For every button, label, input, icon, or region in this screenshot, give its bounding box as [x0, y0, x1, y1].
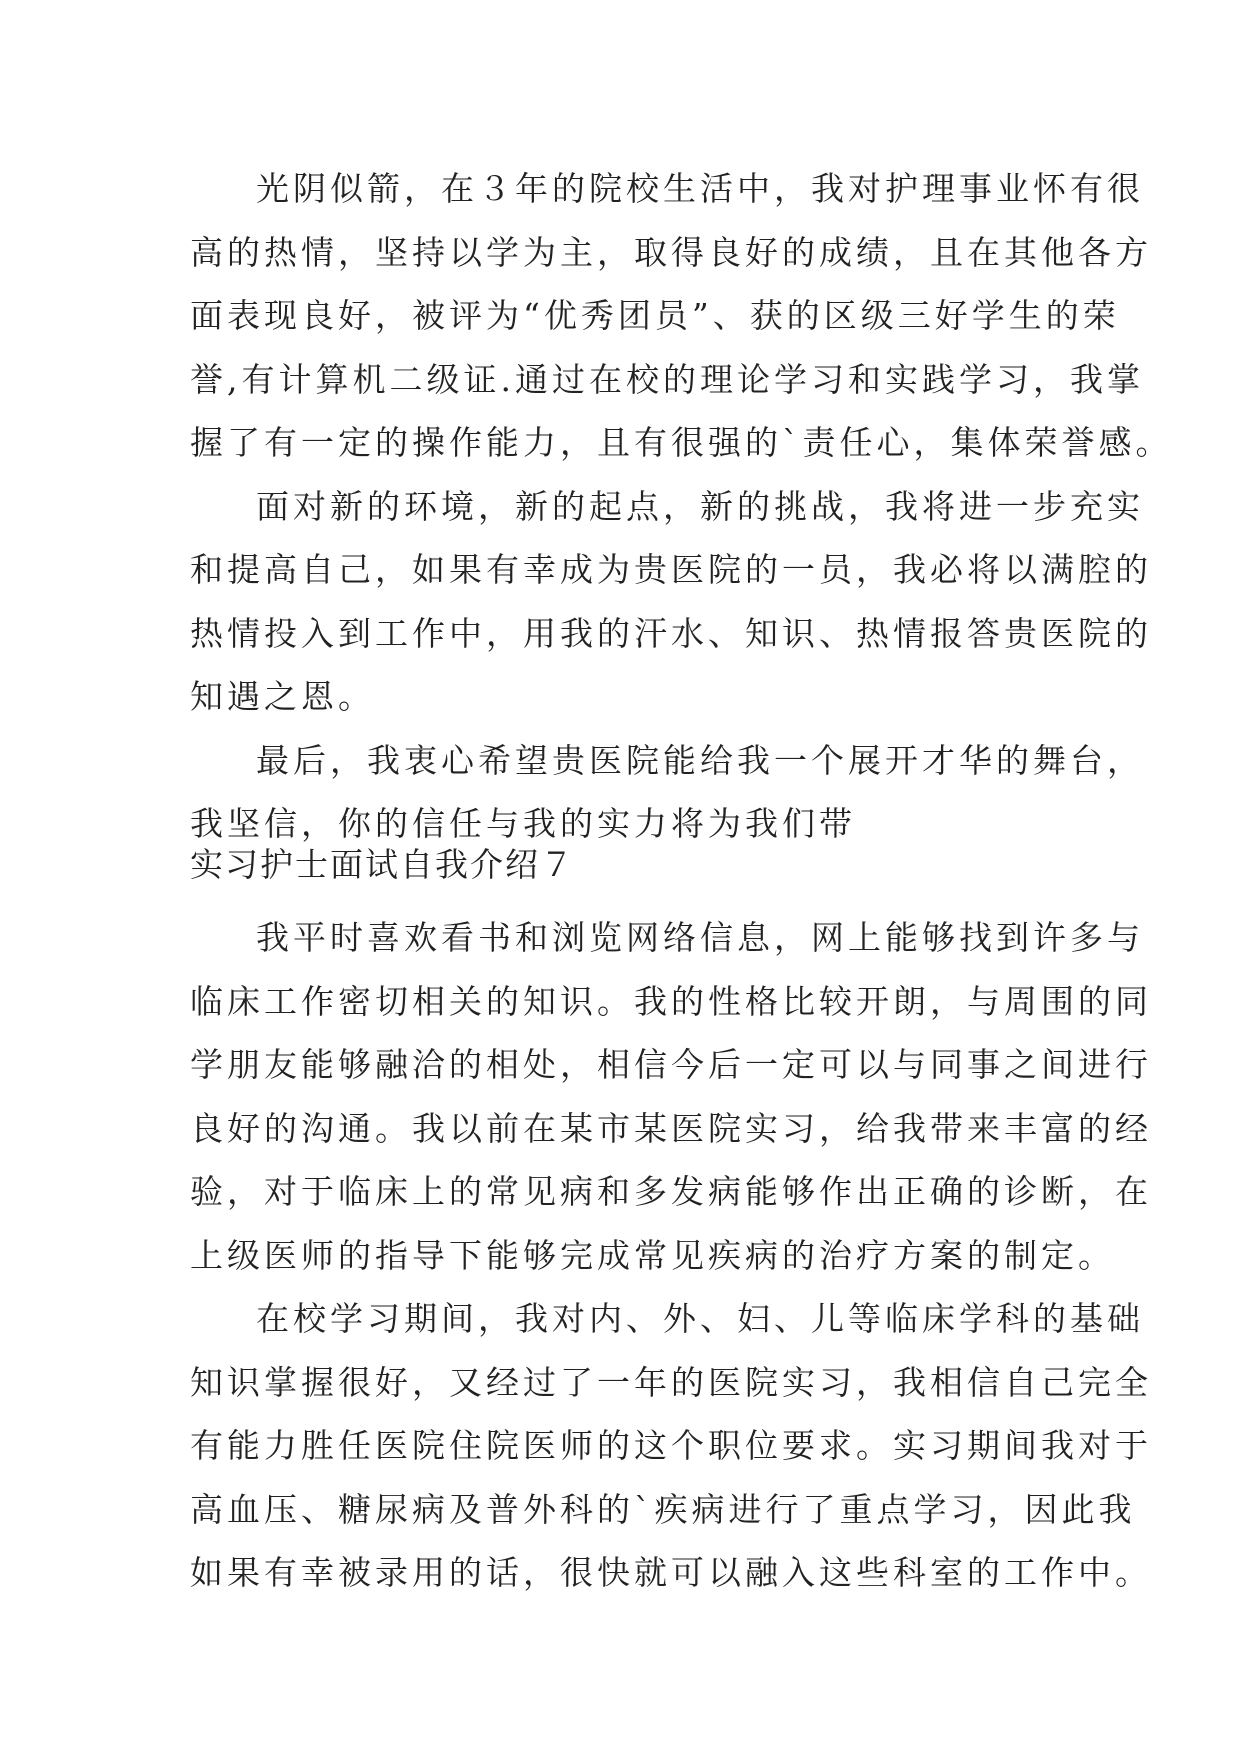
text-line: 临床工作密切相关的知识。我的性格比较开朗，与周围的同: [190, 981, 1152, 1021]
text-line: 面表现良好，被评为“优秀团员”、获的区级三好学生的荣: [190, 296, 1120, 335]
paragraph: [190, 157, 1173, 475]
text-line: 热情投入到工作中，用我的汗水、知识、热情报答贵医院的: [190, 613, 1152, 653]
text-line: 握了有一定的操作能力，且有很强的`责任心，集体荣誉感。: [190, 423, 1173, 462]
section-2-body: [190, 906, 1152, 1605]
text-line: 面对新的环境，新的起点，新的挑战，我将进一步充实: [256, 486, 1144, 526]
text-line: 有能力胜任医院住院医师的这个职位要求。实习期间我对于: [190, 1426, 1152, 1465]
text-line: 高血压、糖尿病及普外科的`疾病进行了重点学习，因此我: [190, 1489, 1136, 1529]
text-line: 和提高自己，如果有幸成为贵医院的一员，我必将以满腔的: [190, 550, 1152, 589]
text-line: 我平时喜欢看书和浏览网络信息，网上能够找到许多与: [256, 918, 1144, 957]
section-1-body: [190, 157, 1173, 856]
text-line: 光阴似箭，在３年的院校生活中，我对护理事业怀有很: [256, 169, 1144, 208]
text-line: 如果有幸被录用的话，很快就可以融入这些科室的工作中。: [190, 1553, 1152, 1592]
text-line: 验，对于临床上的常见病和多发病能够作出正确的诊断，在: [190, 1172, 1152, 1211]
paragraph: [190, 475, 1152, 729]
text-line: 最后，我衷心希望贵医院能给我一个展开才华的舞台，: [256, 740, 1144, 780]
text-line: 我坚信，你的信任与我的实力将为我们带: [190, 804, 856, 843]
text-line: 在校学习期间，我对内、外、妇、儿等临床学科的基础: [256, 1299, 1144, 1338]
text-line: 知识掌握很好，又经过了一年的医院实习，我相信自己完全: [190, 1362, 1152, 1402]
text-line: 高的热情，坚持以学为主，取得良好的成绩，且在其他各方: [190, 232, 1152, 272]
text-line: 誉,有计算机二级证.通过在校的理论学习和实践学习，我掌: [190, 359, 1144, 399]
text-line: 学朋友能够融洽的相处，相信今后一定可以与同事之间进行: [190, 1045, 1152, 1084]
text-line: 良好的沟通。我以前在某市某医院实习，给我带来丰富的经: [190, 1108, 1152, 1148]
paragraph: [190, 1287, 1152, 1605]
section-heading: 实习护士面试自我介绍７: [190, 845, 575, 884]
paragraph: [190, 906, 1152, 1287]
text-line: 上级医师的指导下能够完成常见疾病的治疗方案的制定。: [190, 1235, 1115, 1275]
text-line: 知遇之恩。: [190, 677, 375, 716]
